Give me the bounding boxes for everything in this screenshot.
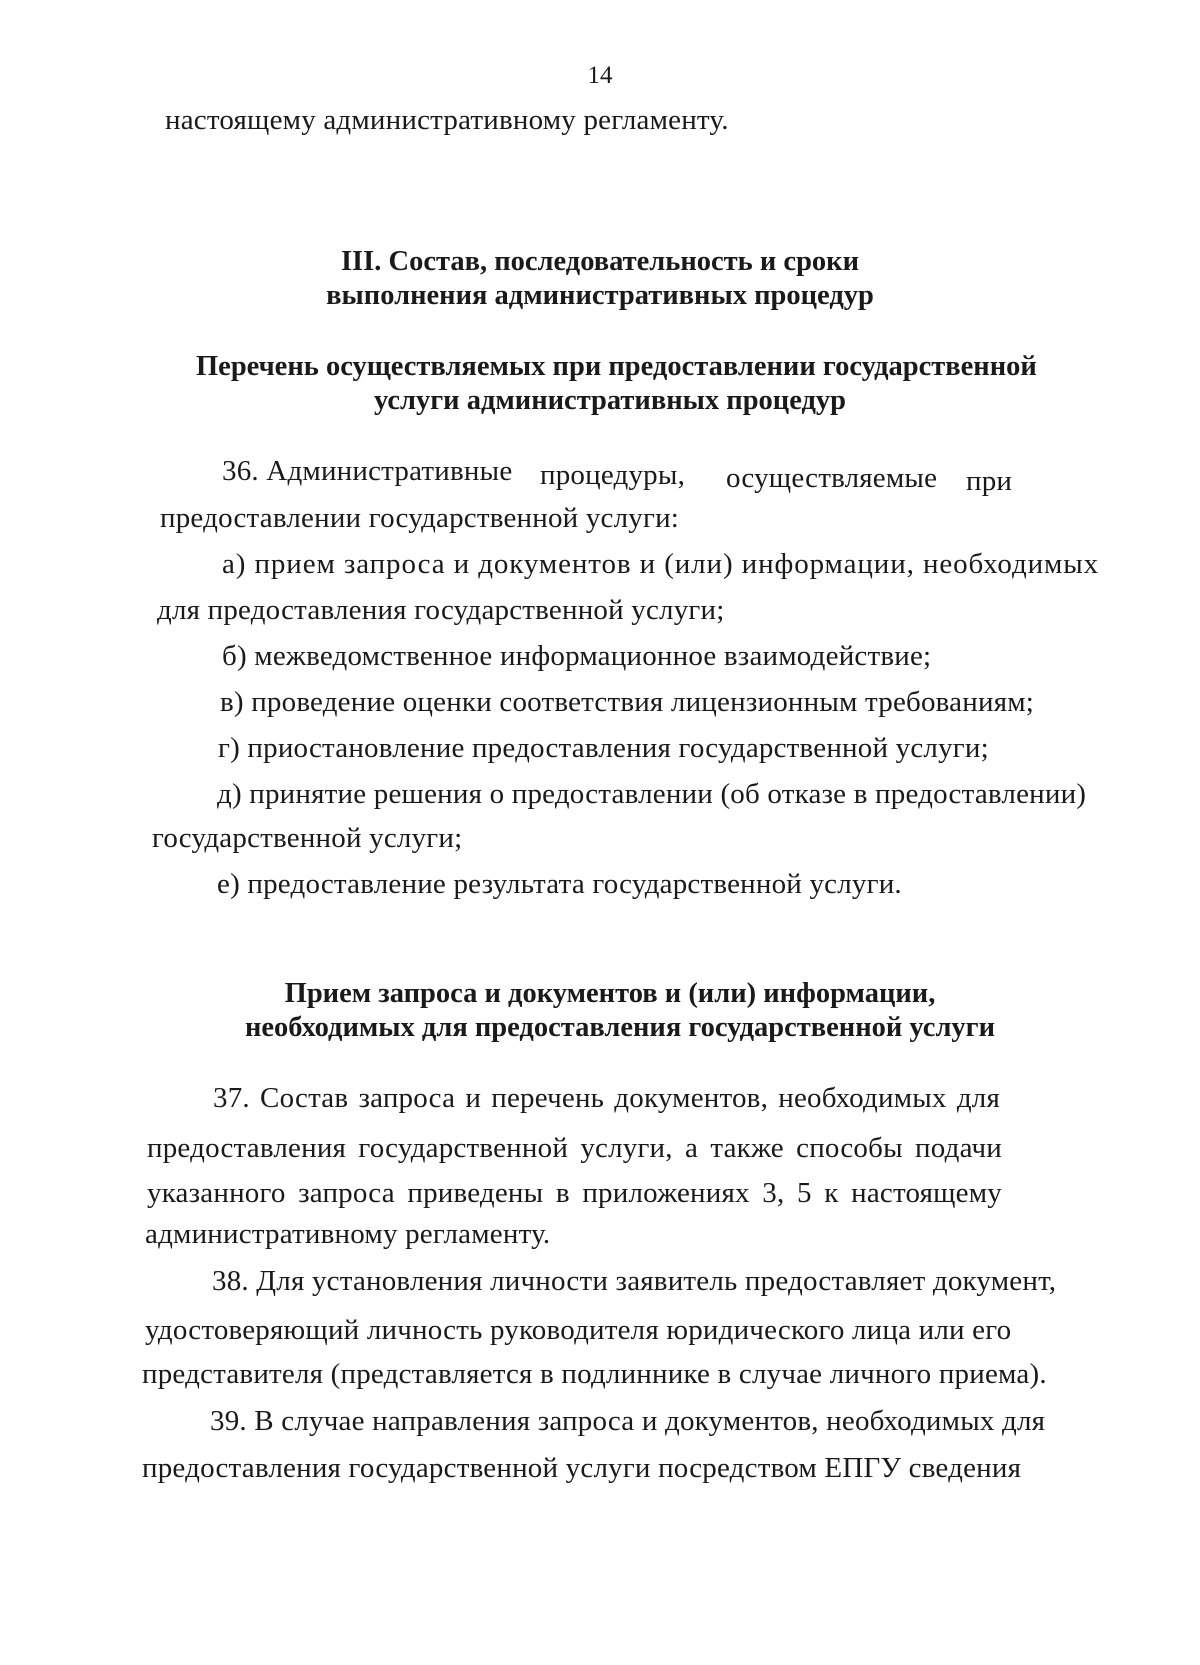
subsection-1-title-line-1: Перечень осуществляемых при предоставлении государственной <box>196 351 1037 382</box>
continuation-text: настоящему административному регламенту. <box>165 104 729 136</box>
p36-word-1: 36. Административные <box>222 455 513 487</box>
item-b: б) межведомственное информационное взаимодействие; <box>222 640 932 672</box>
p36-word-3: осуществляемые <box>726 462 938 494</box>
p39-line-2: предоставления государственной услуги посредством ЕПГУ сведения <box>142 1452 1022 1484</box>
p39-line-1: 39. В случае направления запроса и документов, необходимых для <box>210 1405 1046 1437</box>
p36-word-2: процедуры, <box>540 459 686 491</box>
p36-line-2: предоставлении государственной услуги: <box>160 502 680 534</box>
section-title-line-2: выполнения административных процедур <box>326 280 874 311</box>
page-number: 14 <box>587 62 613 89</box>
p37-line-4: административному регламенту. <box>145 1218 551 1250</box>
p36-word-4: при <box>966 465 1013 497</box>
p37-line-2: предоставления государственной услуги, а также способы подачи <box>147 1132 1002 1164</box>
p37-line-3: указанного запроса приведены в приложениях 3, 5 к настоящему <box>147 1177 1002 1209</box>
p38-line-2: удостоверяющий личность руководителя юридического лица или его <box>145 1314 1012 1346</box>
item-g: г) приостановление предоставления государственной услуги; <box>218 732 989 764</box>
subsection-1-title-line-2: услуги административных процедур <box>373 385 847 416</box>
p38-line-3: представителя (представляется в подлиннике в случае личного приема). <box>142 1358 1047 1390</box>
subsection-2-title-line-2: необходимых для предоставления государственной услуги <box>244 1012 996 1043</box>
item-v: в) проведение оценки соответствия лицензионным требованиям; <box>220 686 1035 718</box>
section-title-line-1: III. Состав, последовательность и сроки <box>340 246 860 277</box>
p37-line-1: 37. Состав запроса и перечень документов, необходимых для <box>213 1082 1000 1114</box>
p38-line-1: 38. Для установления личности заявитель предоставляет документ, <box>212 1265 1057 1297</box>
subsection-2-title-line-1: Прием запроса и документов и (или) информации, <box>284 978 936 1009</box>
item-d-line-1: д) принятие решения о предоставлении (об отказе в предоставлении) <box>217 778 1087 810</box>
item-d-line-2: государственной услуги; <box>152 822 463 854</box>
item-a-line-1: а) прием запроса и документов и (или) информации, необходимых <box>222 548 1100 580</box>
item-e: е) предоставление результата государственной услуги. <box>217 868 902 900</box>
item-a-line-2: для предоставления государственной услуги; <box>157 594 725 626</box>
